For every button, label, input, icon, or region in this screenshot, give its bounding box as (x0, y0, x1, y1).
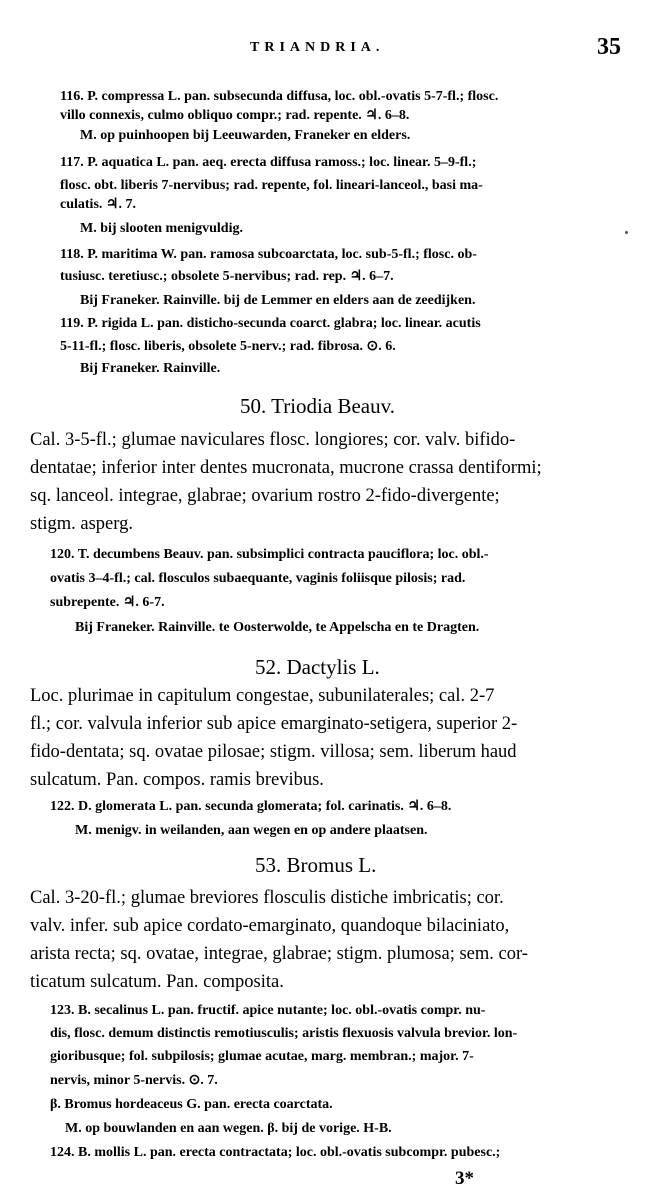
text-line: villo connexis, culmo obliquo compr.; rad. repente. ♃. 6–8. (60, 108, 410, 123)
text-line: 117. P. aquatica L. pan. aeq. erecta diffusa ramoss.; loc. linear. 5–9-fl.; (60, 155, 477, 170)
text-line: 119. P. rigida L. pan. disticho-secunda coarct. glabra; loc. linear. acutis (60, 316, 481, 331)
genus-heading: 52. Dactylis L. (255, 655, 380, 679)
running-title: TRIANDRIA. (250, 40, 385, 55)
text-line: tusiusc. teretiusc.; obsolete 5-nervibus; rad. rep. ♃. 6–7. (60, 269, 394, 284)
genus-description-line: valv. infer. sub apice cordato-emarginato, quandoque bilaciniato, (30, 916, 510, 936)
genus-description-line: stigm. asperg. (30, 514, 133, 534)
text-line: Bij Franeker. Rainville. (80, 361, 221, 376)
genus-description-line: Cal. 3-20-fl.; glumae breviores flosculis distiche imbricatis; cor. (30, 888, 504, 908)
text-line: subrepente. ♃. 6-7. (50, 595, 165, 610)
text-line: 123. B. secalinus L. pan. fructif. apice nutante; loc. obl.-ovatis compr. nu- (50, 1003, 486, 1018)
text-line: ovatis 3–4-fl.; cal. flosculos subaequante, vaginis foliisque pilosis; rad. (50, 571, 466, 586)
running-head (0, 34, 665, 70)
text-line: β. Bromus hordeaceus G. pan. erecta coarctata. (50, 1097, 333, 1112)
text-line: 122. D. glomerata L. pan. secunda glomerata; fol. carinatis. ♃. 6–8. (50, 799, 452, 814)
text-line: Bij Franeker. Rainville. te Oosterwolde, te Appelscha en te Dragten. (75, 620, 480, 635)
genus-description-line: arista recta; sq. ovatae, integrae, glabrae; stigm. plumosa; sem. cor- (30, 944, 528, 964)
text-line: nervis, minor 5-nervis. ⊙. 7. (50, 1073, 218, 1088)
text-line: 124. B. mollis L. pan. erecta contractata; loc. obl.-ovatis subcompr. pubesc.; (50, 1145, 501, 1160)
text-line: dis, flosc. demum distinctis remotiusculis; aristis flexuosis valvula brevior. lon- (50, 1026, 518, 1041)
text-line: M. bij slooten menigvuldig. (80, 221, 243, 236)
text-line: 116. P. compressa L. pan. subsecunda diffusa, loc. obl.-ovatis 5-7-fl.; flosc. (60, 89, 499, 104)
genus-description-line: ticatum sulcatum. Pan. composita. (30, 972, 284, 992)
genus-heading: 53. Bromus L. (255, 853, 377, 877)
text-line: 120. T. decumbens Beauv. pan. subsimplici contracta pauciflora; loc. obl.- (50, 547, 489, 562)
text-line: M. op puinhoopen bij Leeuwarden, Franeker en elders. (80, 128, 411, 143)
genus-description-line: Loc. plurimae in capitulum congestae, subunilaterales; cal. 2-7 (30, 686, 495, 706)
paper-speck (625, 231, 628, 234)
text-line: M. menigv. in weilanden, aan wegen en op andere plaatsen. (75, 823, 428, 838)
page-number: 35 (597, 34, 621, 60)
text-line: gioribusque; fol. subpilosis; glumae acutae, marg. membran.; major. 7- (50, 1049, 474, 1064)
text-line: flosc. obt. liberis 7-nervibus; rad. repente, fol. lineari-lanceol., basi ma- (60, 178, 483, 193)
genus-description-line: fl.; cor. valvula inferior sub apice emarginato-setigera, superior 2- (30, 714, 518, 734)
genus-heading: 50. Triodia Beauv. (240, 394, 395, 418)
genus-description-line: dentatae; inferior inter dentes mucronata, mucrone crassa dentiformi; (30, 458, 542, 478)
text-line: M. op bouwlanden en aan wegen. β. bij de vorige. H-B. (65, 1121, 392, 1136)
genus-description-line: sq. lanceol. integrae, glabrae; ovarium rostro 2-fido-divergente; (30, 486, 500, 506)
genus-description-line: fido-dentata; sq. ovatae pilosae; stigm. villosa; sem. liberum haud (30, 742, 517, 762)
text-line: 5-11-fl.; flosc. liberis, obsolete 5-nerv.; rad. fibrosa. ⊙. 6. (60, 339, 396, 354)
signature-mark: 3* (455, 1168, 474, 1189)
genus-description-line: sulcatum. Pan. compos. ramis brevibus. (30, 770, 324, 790)
text-line: 118. P. maritima W. pan. ramosa subcoarctata, loc. sub-5-fl.; flosc. ob- (60, 247, 477, 262)
text-line: Bij Franeker. Rainville. bij de Lemmer en elders aan de zeedijken. (80, 293, 476, 308)
text-line: culatis. ♃. 7. (60, 197, 136, 212)
genus-description-line: Cal. 3-5-fl.; glumae naviculares flosc. longiores; cor. valv. bifido- (30, 430, 516, 450)
